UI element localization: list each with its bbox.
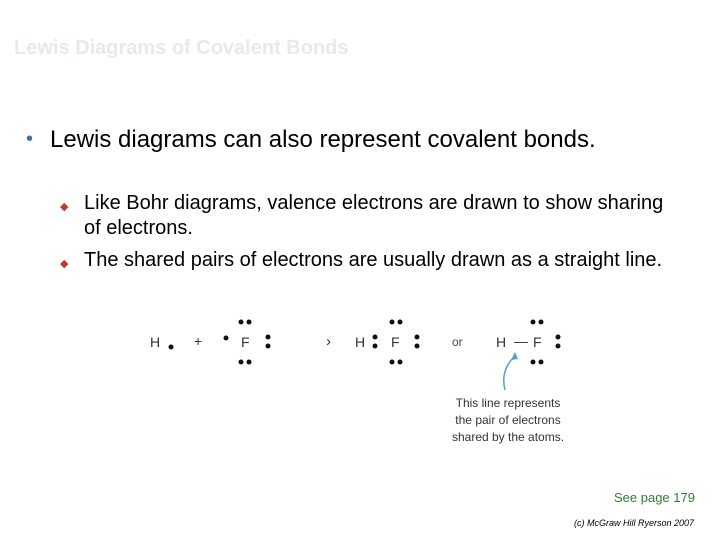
bond-line: —: [514, 333, 528, 349]
atom-h: H: [496, 334, 507, 350]
caption-line: the pair of electrons: [455, 413, 561, 427]
atom-h: H: [355, 334, 366, 350]
see-page-reference: See page 179: [614, 490, 695, 505]
bullet-marker: •: [26, 128, 34, 150]
sub-bullet-text: Like Bohr diagrams, valence electrons are drawn to show sharing of electrons.: [84, 192, 664, 239]
atom-f: F: [533, 334, 542, 350]
sub-bullet-marker: ◆: [60, 258, 69, 270]
copyright-notice: (c) McGraw Hill Ryerson 2007: [574, 518, 695, 528]
main-bullet: [26, 126, 670, 153]
slide-title: Lewis Diagrams of Covalent Bonds: [14, 37, 349, 59]
atom-f: F: [241, 334, 250, 350]
caption-arrow: [504, 356, 515, 390]
shared-electron-pair: [373, 335, 378, 349]
lewis-diagram-figure: [140, 310, 580, 450]
sub-bullet: [62, 191, 682, 241]
sub-bullet-text: The shared pairs of electrons are usually drawn as a straight line.: [84, 249, 663, 271]
sub-bullet: [62, 248, 682, 273]
caption-arrowhead: [511, 352, 518, 360]
electron-dot: [169, 345, 174, 350]
sub-bullet-marker: ◆: [60, 201, 69, 213]
atom-f: F: [391, 334, 400, 350]
caption-line: shared by the atoms.: [451, 430, 565, 444]
or-word: or: [452, 335, 463, 349]
plus-sign: +: [194, 333, 203, 349]
caption-line: This line represents: [455, 396, 561, 410]
reaction-arrow: ›: [326, 333, 331, 350]
atom-h: H: [150, 334, 161, 350]
main-bullet-text: Lewis diagrams can also represent covalent bonds.: [50, 126, 596, 153]
